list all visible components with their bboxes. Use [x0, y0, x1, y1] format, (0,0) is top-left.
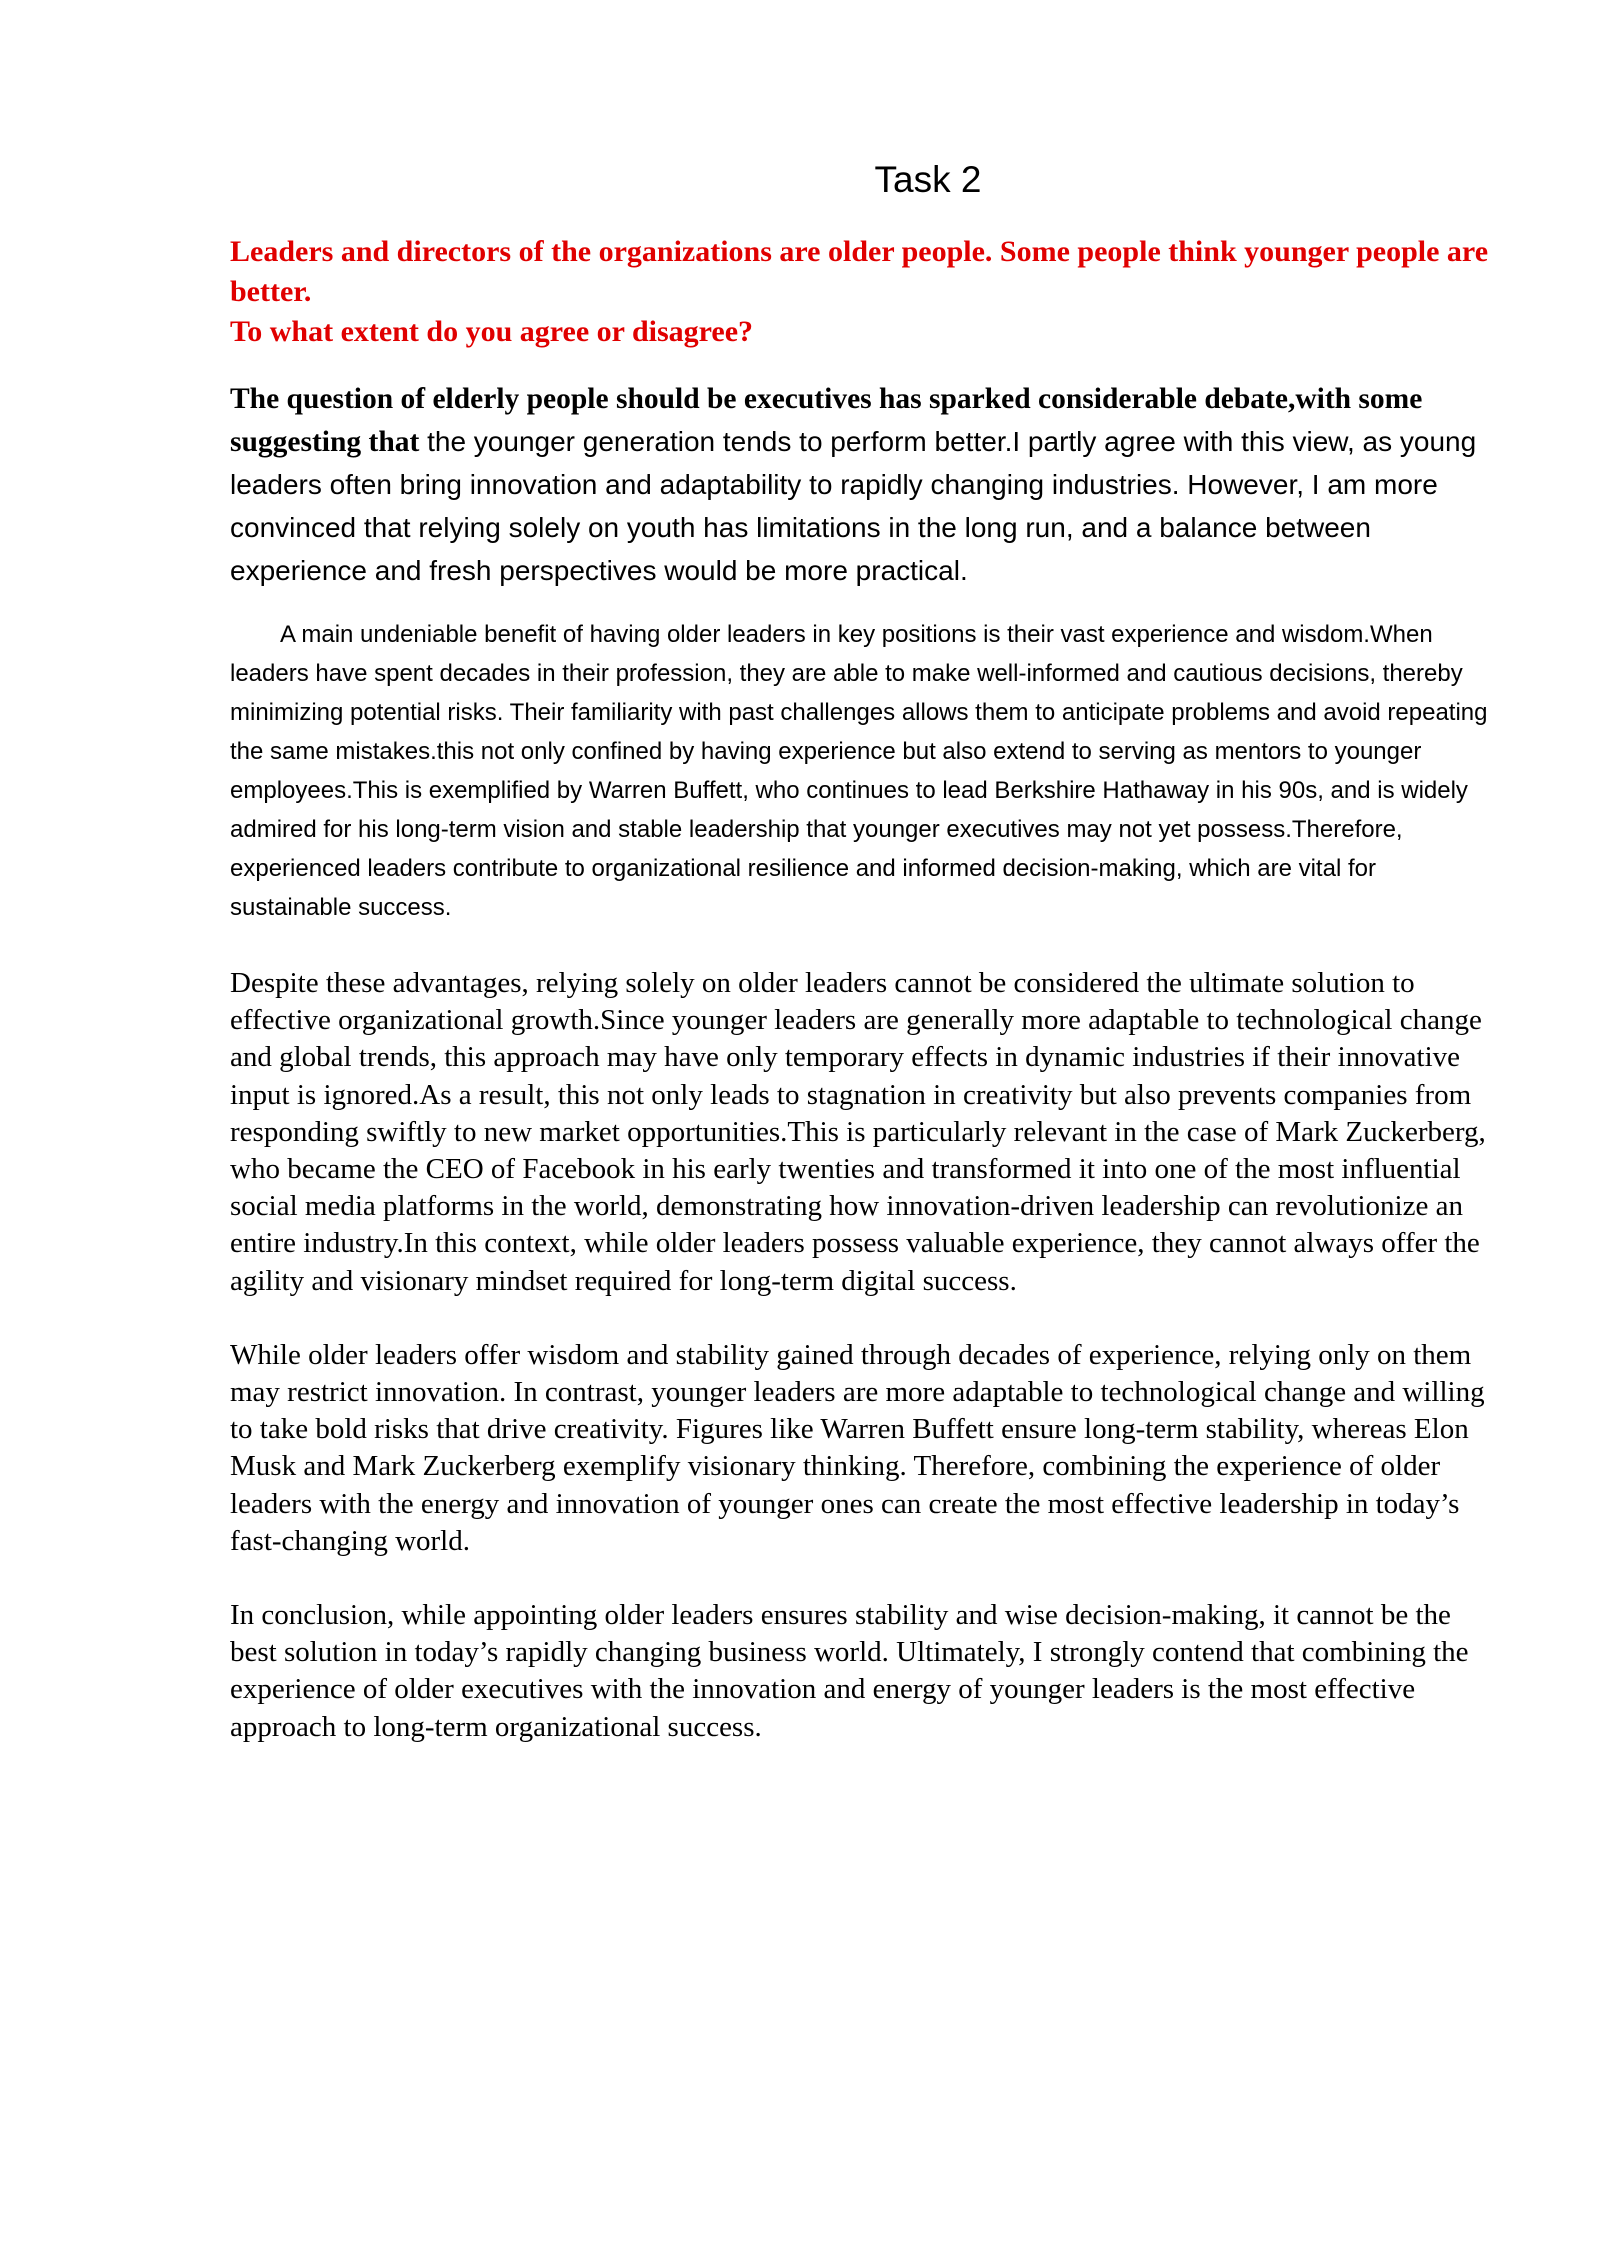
introduction-lead-bold: The question of elderly people should be executives has sparked considerable debate,with some suggesting that — [230, 383, 1423, 458]
task-prompt-question: To what extent do you agree or disagree? — [230, 315, 754, 348]
document-content — [230, 150, 1496, 1783]
task-prompt — [230, 232, 1496, 352]
body-paragraph-2: Despite these advantages, relying solely on older leaders cannot be considered the ultimate solution to effective organizational growth.Since younger leaders are generally more adaptable to technological change and global trends, this approach may have only temporary effects in dynamic industries if their innovative input is ignored.As a result, this not only leads to stagnation in creativity but also prevents companies from responding swiftly to new market opportunities.This is particularly relevant in the case of Mark Zuckerberg, who became the CEO of Facebook in his early twenties and transformed it into one of the most influential social media platforms in the world, demonstrating how innovation-driven leadership can revolutionize an entire industry.In this context, while older leaders possess valuable experience, they cannot always offer the agility and visionary mindset required for long-term digital success. — [230, 967, 1486, 1297]
document-title: Task 2 — [874, 159, 982, 200]
introduction-rest: the younger generation tends to perform better.I partly agree with this view, as young leaders often bring innovation and adaptability to rapidly changing industries. However, I am more convinced that relying solely on youth has limitations in the long run, and a balance between experience and fresh perspectives would be more practical. — [230, 426, 1477, 586]
conclusion-paragraph: In conclusion, while appointing older leaders ensures stability and wise decision-making, it cannot be the best solution in today’s rapidly changing business world. Ultimately, I strongly contend that combining the experience of older executives with the innovation and energy of younger leaders is the most effective approach to long-term organizational success. — [230, 1599, 1469, 1743]
introduction-paragraph — [230, 378, 1496, 593]
body-paragraph-3: While older leaders offer wisdom and stability gained through decades of experience, relying only on them may restrict innovation. In contrast, younger leaders are more adaptable to technological change and willing to take bold risks that drive creativity. Figures like Warren Buffett ensure long-term stability, whereas Elon Musk and Mark Zuckerberg exemplify visionary thinking. Therefore, combining the experience of older leaders with the energy and innovation of younger ones can create the most effective leadership in today’s fast-changing world. — [230, 1338, 1485, 1557]
task-prompt-statement: Leaders and directors of the organizations are older people. Some people think younger people are better. — [230, 235, 1489, 308]
body-paragraph-1: A main undeniable benefit of having older leaders in key positions is their vast experience and wisdom.When leaders have spent decades in their profession, they are able to make well-informed and cautious decisions, thereby minimizing potential risks. Their familiarity with past challenges allows them to anticipate problems and avoid repeating the same mistakes.this not only confined by having experience but also extend to serving as mentors to younger employees.This is exemplified by Warren Buffett, who continues to lead Berkshire Hathaway in his 90s, and is widely admired for his long-term vision and stable leadership that younger executives may not yet possess.Therefore, experienced leaders contribute to organizational resilience and informed decision-making, which are vital for sustainable success. — [230, 621, 1488, 921]
